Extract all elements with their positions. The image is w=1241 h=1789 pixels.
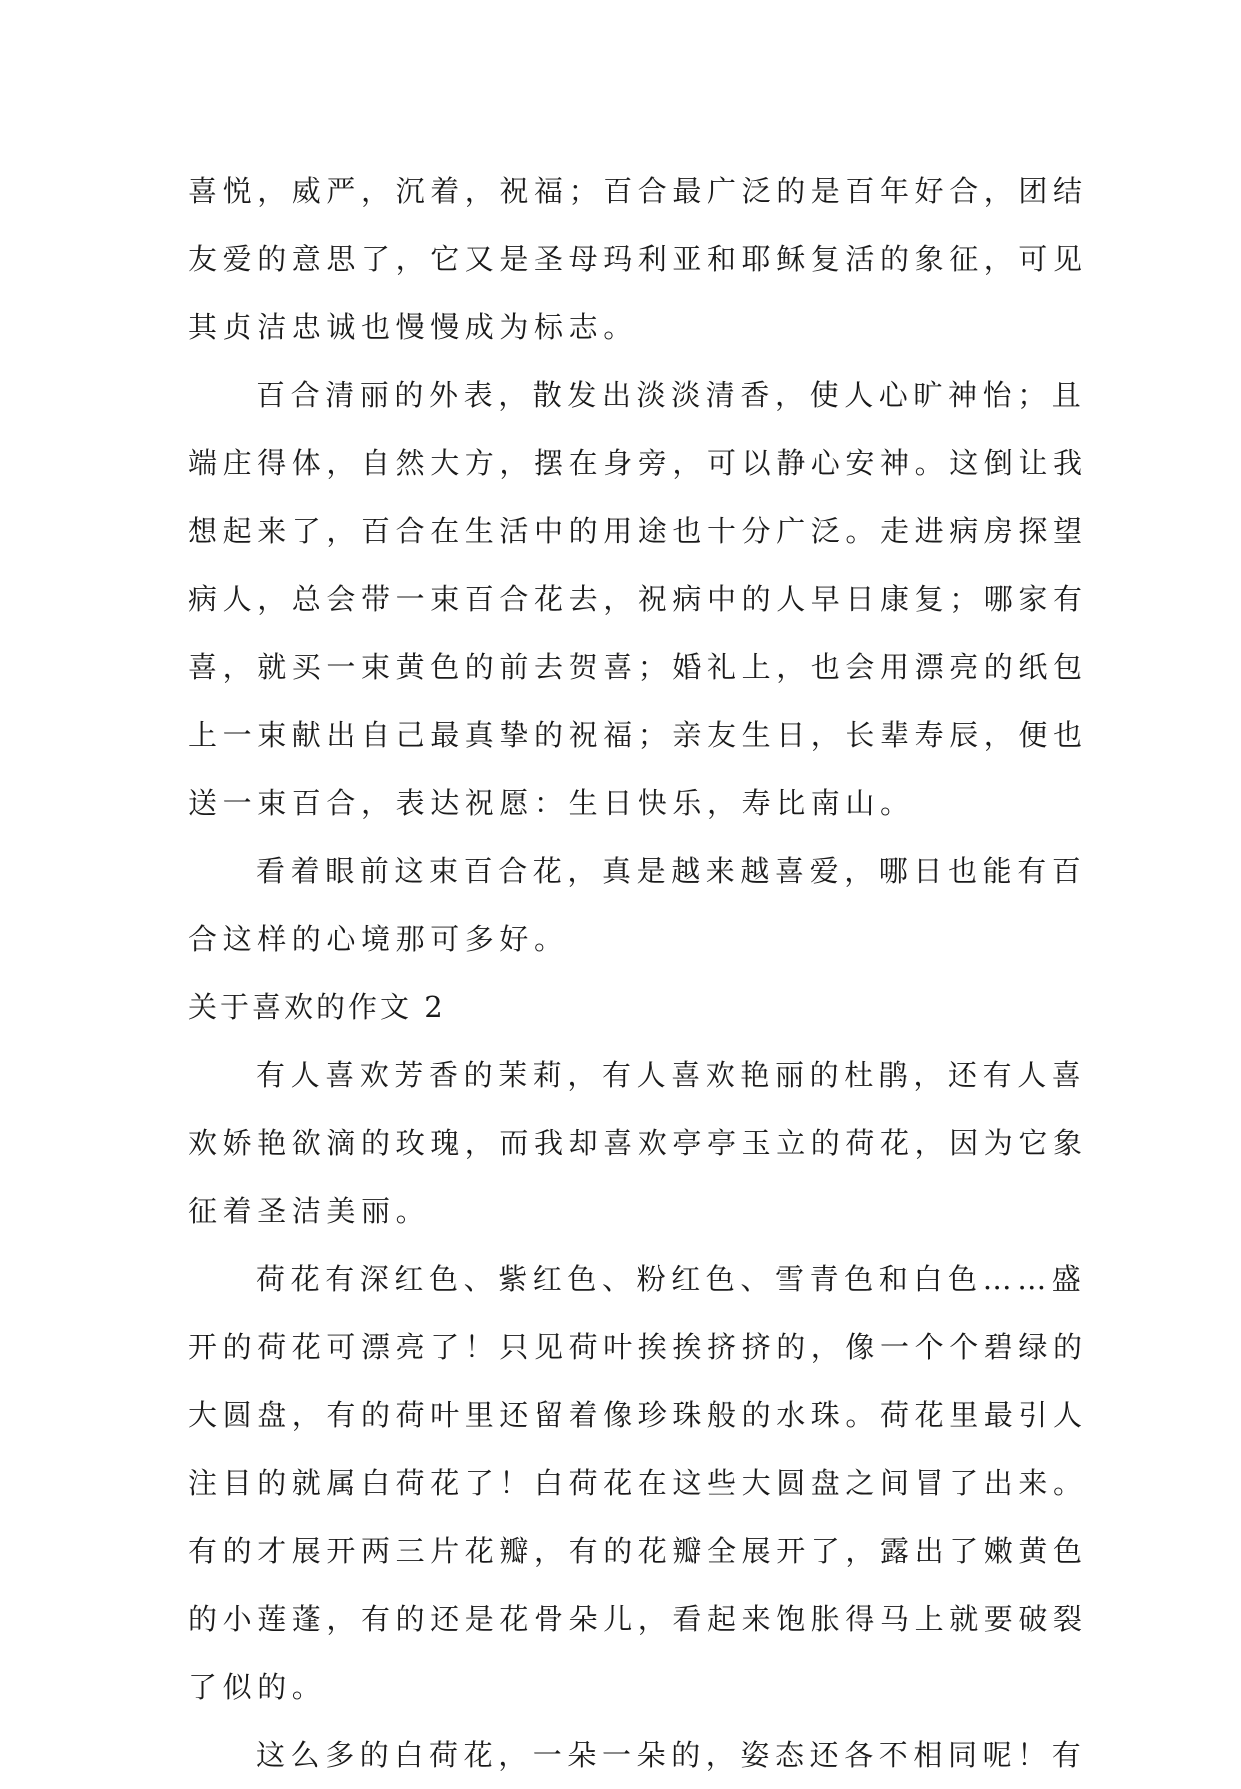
document-body: [188, 157, 1088, 1789]
text-line: 合这样的心境那可多好。: [188, 922, 569, 956]
text-line: 病人，总会带一束百合花去，祝病中的人早日康复；哪家有: [188, 582, 1088, 616]
text-line: 有的才展开两三片花瓣，有的花瓣全展开了，露出了嫩黄色: [188, 1534, 1088, 1568]
text-line: 欢娇艳欲滴的玫瑰，而我却喜欢亭亭玉立的荷花，因为它象: [188, 1126, 1088, 1160]
text-line: 端庄得体，自然大方，摆在身旁，可以静心安神。这倒让我: [188, 446, 1088, 480]
text-line: 大圆盘，有的荷叶里还留着像珍珠般的水珠。荷花里最引人: [188, 1398, 1088, 1432]
text-line: 了似的。: [188, 1670, 327, 1704]
paragraph-start-line: 看着眼前这束百合花，真是越来越喜爱，哪日也能有百: [256, 854, 1087, 888]
text-line: 喜悦，威严，沉着，祝福；百合最广泛的是百年好合，团结: [188, 174, 1088, 208]
section-heading: 关于喜欢的作文 2: [188, 990, 446, 1024]
text-line: 上一束献出自己最真挚的祝福；亲友生日，长辈寿辰，便也: [188, 718, 1088, 752]
text-line: 友爱的意思了，它又是圣母玛利亚和耶稣复活的象征，可见: [188, 242, 1088, 276]
text-line: 注目的就属白荷花了！白荷花在这些大圆盘之间冒了出来。: [188, 1466, 1088, 1500]
text-line: 其贞洁忠诚也慢慢成为标志。: [188, 310, 638, 344]
paragraph-start-line: 有人喜欢芳香的茉莉，有人喜欢艳丽的杜鹃，还有人喜: [256, 1058, 1087, 1092]
text-line: 想起来了，百合在生活中的用途也十分广泛。走进病房探望: [188, 514, 1088, 548]
text-line: 送一束百合，表达祝愿：生日快乐，寿比南山。: [188, 786, 915, 820]
text-line: 喜，就买一束黄色的前去贺喜；婚礼上，也会用漂亮的纸包: [188, 650, 1088, 684]
text-line: 征着圣洁美丽。: [188, 1194, 431, 1228]
text-line: 开的荷花可漂亮了！只见荷叶挨挨挤挤的，像一个个碧绿的: [188, 1330, 1088, 1364]
paragraph-start-line: 荷花有深红色、紫红色、粉红色、雪青色和白色……盛: [256, 1262, 1087, 1296]
paragraph-start-line: 百合清丽的外表，散发出淡淡清香，使人心旷神怡；且: [256, 378, 1087, 412]
text-line: 的小莲蓬，有的还是花骨朵儿，看起来饱胀得马上就要破裂: [188, 1602, 1088, 1636]
paragraph-start-line: 这么多的白荷花，一朵一朵的，姿态还各不相同呢！有: [256, 1738, 1087, 1772]
